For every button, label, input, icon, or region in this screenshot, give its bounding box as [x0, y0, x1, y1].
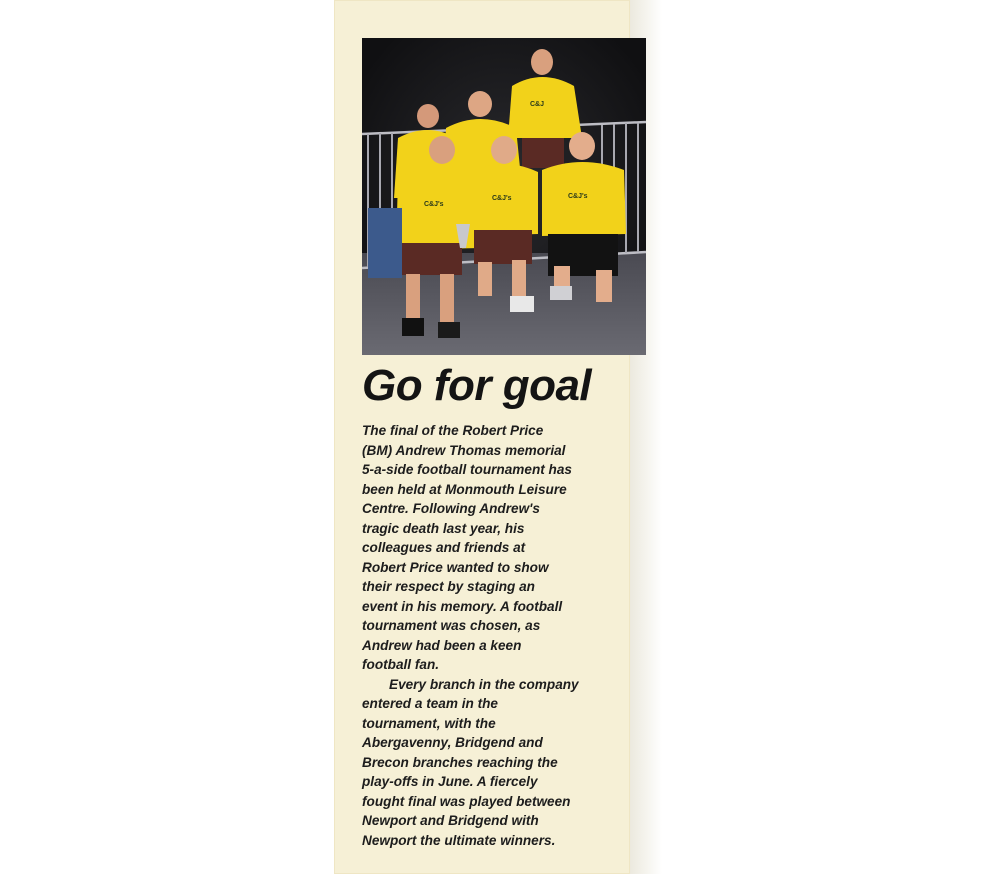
body-line: Centre. Following Andrew's: [362, 501, 540, 516]
body-line: 5-a-side football tournament has: [362, 462, 572, 477]
body-line: been held at Monmouth Leisure: [362, 481, 567, 497]
body-line: Andrew had been a keen: [362, 637, 522, 653]
body-line: Newport the ultimate winners.: [362, 832, 556, 848]
svg-text:C&J: C&J: [530, 101, 545, 108]
body-line: play-offs in June. A fiercely: [362, 774, 538, 789]
body-line: tournament was chosen, as: [362, 618, 541, 633]
body-line: event in his memory. A football: [362, 598, 563, 614]
body-line: Newport and Bridgend with: [362, 813, 539, 828]
body-line: football fan.: [362, 657, 440, 672]
body-line: entered a team in the: [362, 696, 498, 711]
body-line: (BM) Andrew Thomas memorial: [362, 442, 566, 458]
body-line: The final of the Robert Price: [362, 423, 544, 438]
svg-text:C&J's: C&J's: [492, 195, 512, 202]
body-line: their respect by staging an: [362, 579, 535, 594]
body-line: Every branch in the company: [389, 676, 579, 692]
body-line: Abergavenny, Bridgend and: [362, 735, 543, 750]
svg-text:C&J's: C&J's: [424, 201, 444, 208]
article-body: [362, 421, 624, 850]
svg-text:C&J's: C&J's: [568, 193, 588, 200]
body-line: fought final was played between: [362, 793, 571, 809]
body-line: tournament, with the: [362, 715, 496, 731]
body-line: Robert Price wanted to show: [362, 559, 549, 575]
team-photo-icon: [362, 38, 646, 355]
team-photo: [362, 38, 646, 355]
body-line: Brecon branches reaching the: [362, 754, 558, 770]
body-line: tragic death last year, his: [362, 520, 525, 536]
body-line: colleagues and friends at: [362, 540, 526, 555]
headline: Go for goal: [362, 361, 592, 410]
